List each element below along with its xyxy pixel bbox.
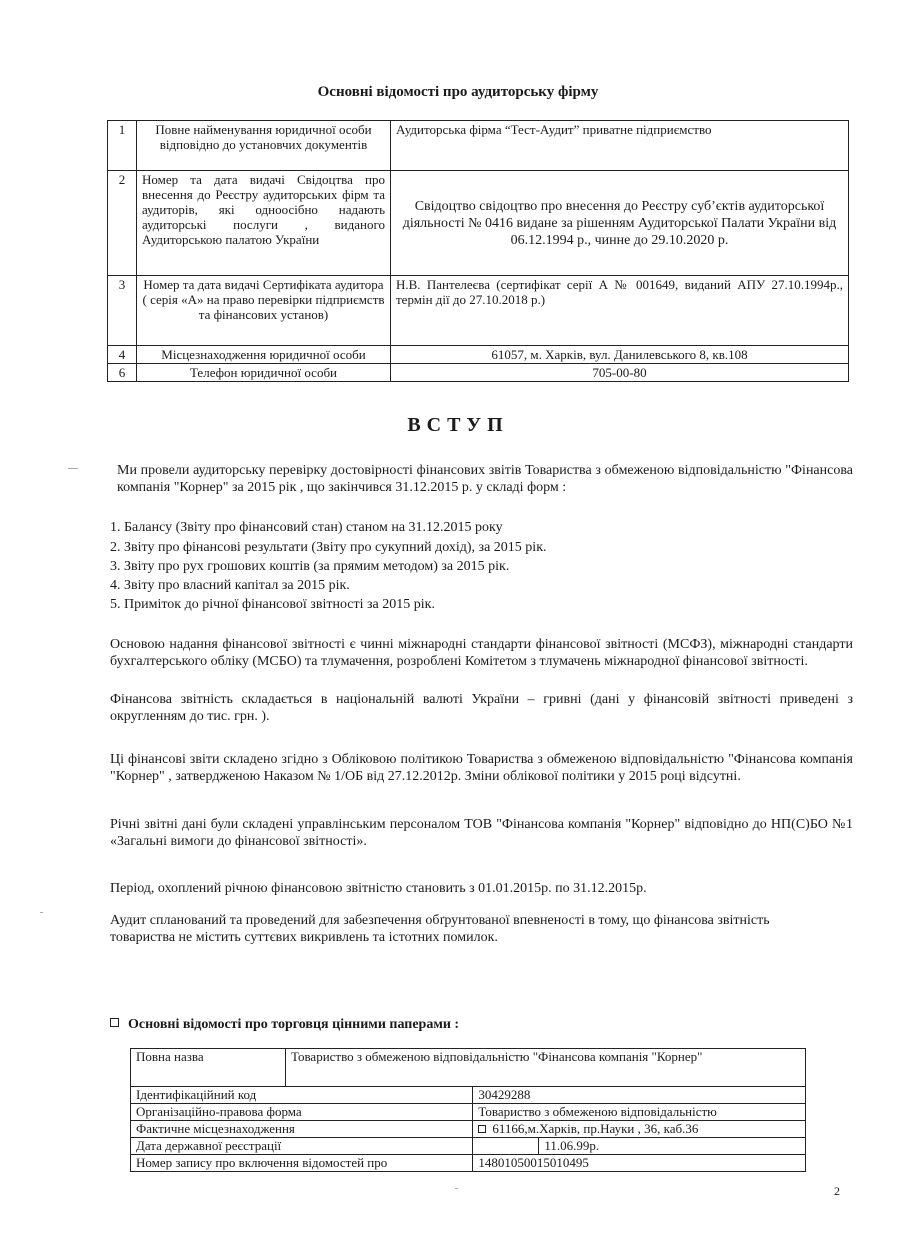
trader-title: Основні відомості про торговця цінними паперами : xyxy=(128,1017,460,1032)
row-label: Місцезнаходження юридичної особи xyxy=(137,346,391,364)
row-value: 705-00-80 xyxy=(391,364,849,382)
row-number: 6 xyxy=(108,364,137,382)
list-item: 4. Звіту про власний капітал за 2015 рік. xyxy=(110,578,350,593)
row-value: Товариство з обмеженою відповідальністю xyxy=(473,1104,806,1121)
row-label: Організаційно-правова форма xyxy=(131,1104,473,1121)
row-value: 61057, м. Харків, вул. Данилевського 8, кв.108 xyxy=(391,346,849,364)
audit-paragraph: Аудит спланований та проведений для забезпечення обґрунтованої впевненості в тому, що фінансова звітність товариства не містить суттєвих викривлень та істотних помилок. xyxy=(110,913,770,945)
trader-section-heading xyxy=(110,1017,459,1033)
row-value xyxy=(473,1121,806,1138)
scan-mark xyxy=(68,468,78,469)
table-row xyxy=(108,346,849,364)
period-paragraph: Період, охоплений річною фінансовою звітністю становить з 01.01.2015р. по 31.12.2015р. xyxy=(110,881,647,896)
table-row xyxy=(131,1155,806,1172)
row-spacer xyxy=(473,1138,539,1155)
table-row xyxy=(131,1087,806,1104)
firm-info-title: Основні відомості про аудиторську фірму xyxy=(317,84,599,100)
table-row xyxy=(108,364,849,382)
row-label: Номер та дата видачі Сертифіката аудитора ( серія «А» на право перевірки підприємств та фінансових установ) xyxy=(137,276,391,346)
row-label: Телефон юридичної особи xyxy=(137,364,391,382)
scan-mark xyxy=(40,912,43,913)
row-label: Номер та дата видачі Свідоцтва про внесення до Реєстру аудиторських фірм та аудиторів, які одноосібно надають аудиторські послуги , виданого Аудиторською палатою України xyxy=(137,171,391,276)
firm-info-table xyxy=(107,120,849,382)
table-row xyxy=(131,1104,806,1121)
checkbox-icon xyxy=(478,1125,486,1133)
row-value: Н.В. Пантелеєва (сертифікат серії А № 001649, виданий АПУ 27.10.1994р., термін дії до 27.10.2018 р.) xyxy=(391,276,849,346)
row-label: Повне найменування юридичної особи відповідно до установчих документів xyxy=(137,121,391,171)
table-row xyxy=(131,1121,806,1138)
list-item: 1. Балансу (Звіту про фінансовий стан) станом на 31.12.2015 року xyxy=(110,520,503,535)
row-label: Ідентифікаційний код xyxy=(131,1087,473,1104)
row-label: Дата державної реєстрації xyxy=(131,1138,473,1155)
row-number: 1 xyxy=(108,121,137,171)
row-number: 3 xyxy=(108,276,137,346)
policy-paragraph: Ці фінансові звіти складено згідно з Обліковою політикою Товариства з обмеженою відповідальністю "Фінансова компанія "Корнер" , затвердженою Наказом № 1/ОБ від 27.12.2012р. Зміни облікової політики у 2015 році відсутні. xyxy=(110,752,853,784)
currency-paragraph: Фінансова звітність складається в національній валюті України – гривні (дані у фінансовій звітності приведені з округленням до тис. грн. ). xyxy=(110,692,853,724)
intro-paragraph: Ми провели аудиторську перевірку достовірності фінансових звітів Товариства з обмеженою відповідальністю "Фінансова компанія "Корнер" за 2015 рік , що закінчився 31.12.2015 р. у складі форм : xyxy=(117,463,853,495)
list-item: 3. Звіту про рух грошових коштів (за прямим методом) за 2015 рік. xyxy=(110,559,510,574)
row-value: Аудиторська фірма “Тест-Аудит” приватне підприємство xyxy=(391,121,849,171)
intro-title: ВСТУП xyxy=(407,414,509,436)
table-row xyxy=(108,276,849,346)
prepared-paragraph: Річні звітні дані були складені управлінським персоналом ТОВ "Фінансова компанія "Корнер" відповідно до НП(С)БО №1 «Загальні вимоги до фінансової звітності». xyxy=(110,817,853,849)
row-number: 4 xyxy=(108,346,137,364)
page-number: 2 xyxy=(834,1184,840,1198)
row-value: Товариство з обмеженою відповідальністю "Фінансова компанія "Корнер" xyxy=(286,1049,806,1087)
row-label: Повна назва xyxy=(131,1049,286,1087)
list-item: 2. Звіту про фінансові результати (Звіту про сукупний дохід), за 2015 рік. xyxy=(110,540,547,555)
row-value: 11.06.99р. xyxy=(539,1138,806,1155)
scan-mark xyxy=(455,1188,458,1189)
table-row xyxy=(131,1049,806,1087)
checkbox-icon xyxy=(110,1018,119,1027)
row-label: Фактичне місцезнаходження xyxy=(131,1121,473,1138)
row-value: 14801050015010495 xyxy=(473,1155,806,1172)
row-number: 2 xyxy=(108,171,137,276)
list-item: 5. Приміток до річної фінансової звітності за 2015 рік. xyxy=(110,597,435,612)
table-row xyxy=(131,1138,806,1155)
table-row xyxy=(108,121,849,171)
row-value: 30429288 xyxy=(473,1087,806,1104)
basis-paragraph: Основою надання фінансової звітності є чинні міжнародні стандарти фінансової звітності (МСФЗ), міжнародні стандарти бухгалтерського обліку (МСБО) та тлумачення, розроблені Комітетом з тлумачень міжнародної фінансової звітності. xyxy=(110,637,853,669)
address-value: 61166,м.Харків, пр.Науки , 36, каб.36 xyxy=(492,1121,699,1136)
table-row xyxy=(108,171,849,276)
row-value: Свідоцтво свідоцтво про внесення до Реєстру суб’єктів аудиторської діяльності № 0416 видане за рішенням Аудиторської Палати України від 06.12.1994 р., чинне до 29.10.2020 р. xyxy=(391,171,849,276)
row-label: Номер запису про включення відомостей про xyxy=(131,1155,473,1172)
trader-table xyxy=(130,1048,806,1172)
